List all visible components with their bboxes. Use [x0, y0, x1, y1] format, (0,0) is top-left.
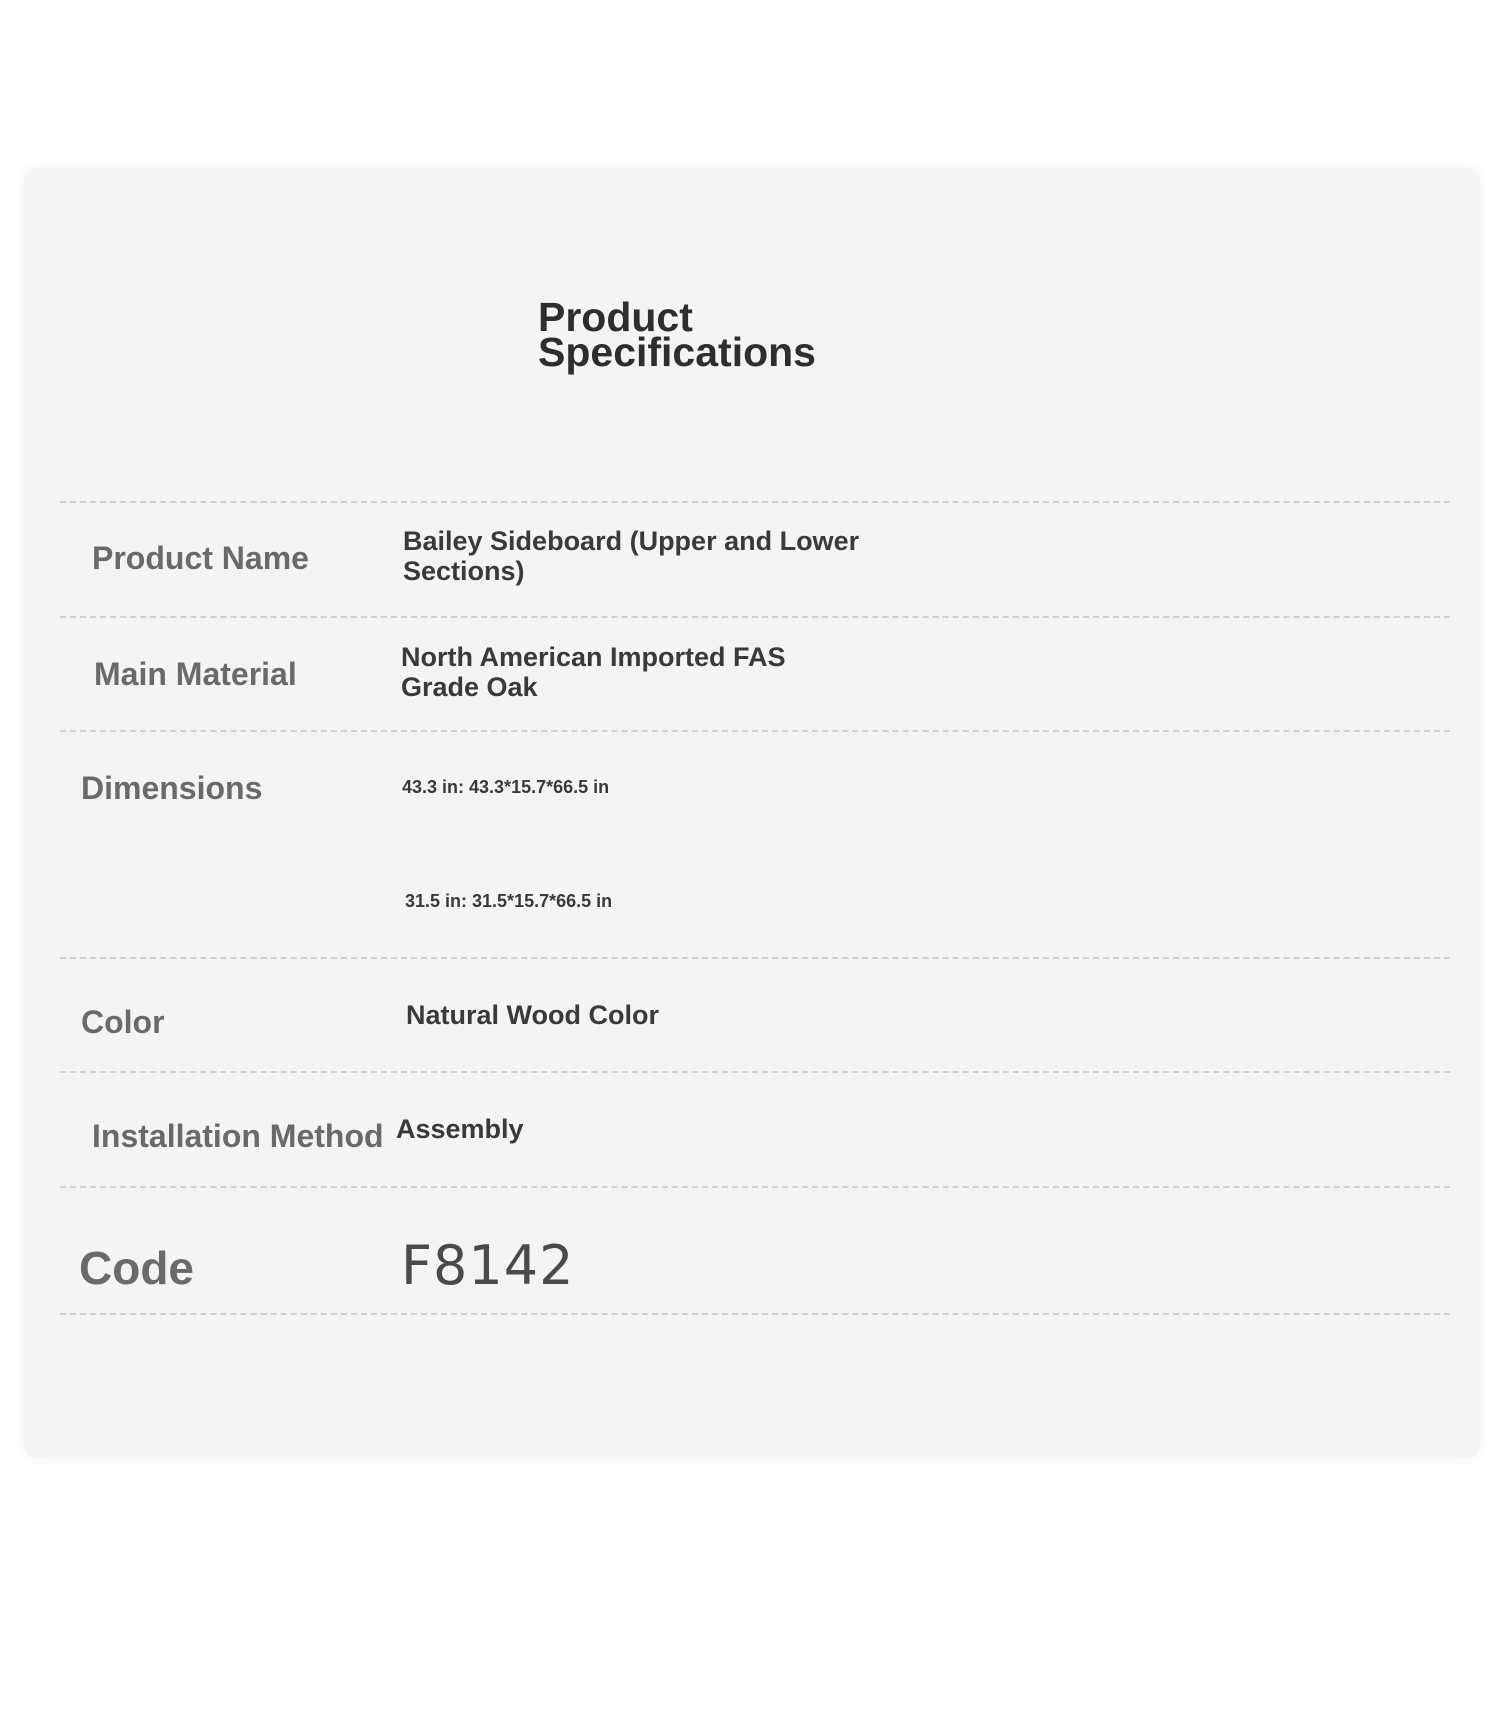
code-label: Code	[79, 1242, 194, 1294]
product-name-label: Product Name	[92, 540, 309, 576]
product-name-value: Bailey Sideboard (Upper and Lower Sections)	[403, 526, 860, 586]
spec-card	[24, 168, 1480, 1458]
divider	[60, 1071, 1450, 1073]
dimensions-value-1: 43.3 in: 43.3*15.7*66.5 in	[402, 777, 610, 797]
divider	[60, 501, 1450, 503]
color-label: Color	[81, 1004, 165, 1040]
color-value: Natural Wood Color	[406, 1000, 659, 1030]
installation-method-value: Assembly	[396, 1114, 524, 1144]
main-material-value: North American Imported FAS Grade Oak	[401, 642, 786, 702]
main-material-label: Main Material	[94, 656, 297, 692]
code-value: F8142	[401, 1234, 575, 1297]
dimensions-label: Dimensions	[81, 770, 263, 806]
divider	[60, 957, 1450, 959]
divider	[60, 616, 1450, 618]
divider	[60, 1313, 1450, 1315]
page-title: Product Specifications	[538, 294, 816, 375]
divider	[60, 1186, 1450, 1188]
dimensions-value-2: 31.5 in: 31.5*15.7*66.5 in	[405, 891, 613, 911]
divider	[60, 730, 1450, 732]
installation-method-label: Installation Method	[92, 1118, 384, 1154]
